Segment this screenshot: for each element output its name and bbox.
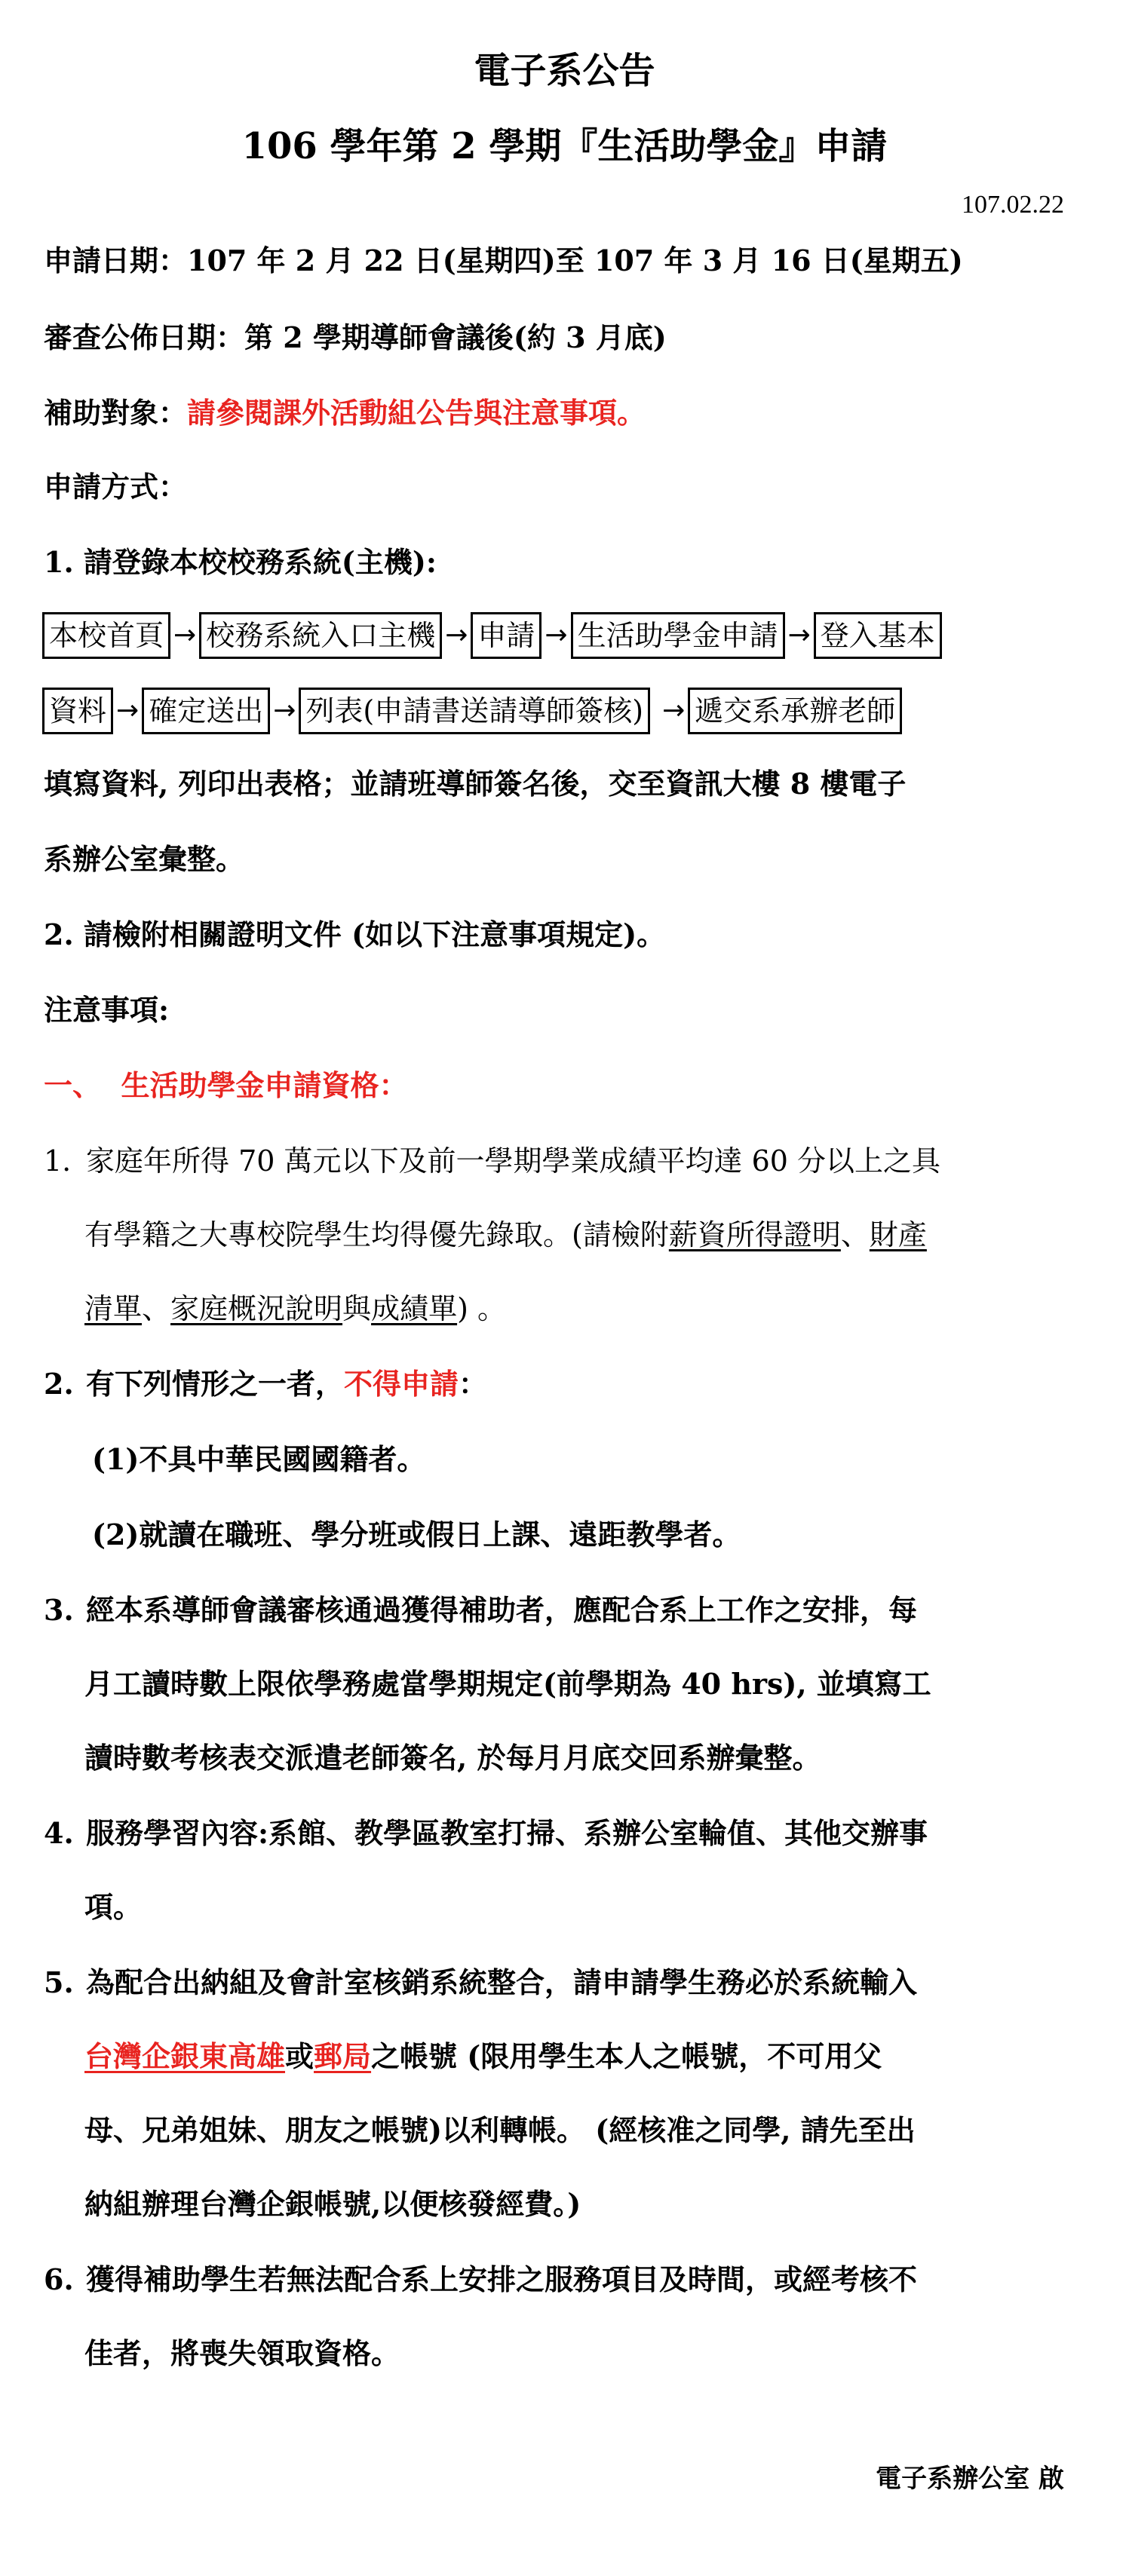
step2-text: 2. 請檢附相關證明文件 (如以下注意事項規定)。	[44, 917, 666, 951]
item3-num: 3.	[44, 1593, 74, 1627]
item1-text1: 家庭年所得 70 萬元以下及前一學期學業成績平均達 60 分以上之具	[86, 1144, 941, 1178]
item2-line1: 2. 有下列情形之一者，不得申請：	[44, 1363, 487, 1405]
flow-step-submit: 確定送出	[142, 688, 270, 734]
announcement-date: 107.02.22	[962, 191, 1064, 219]
bank-name: 台灣企銀東高雄	[84, 2039, 286, 2073]
item5-line3: 母、兄弟姐妹、朋友之帳號)以利轉帳。 (經核准之同學, 請先至出	[84, 2113, 916, 2147]
doc-property-list-b: 清單	[84, 1292, 143, 1325]
announcement-title: 106 學年第 2 學期『生活助學金』申請	[241, 125, 888, 167]
section-title: 生活助學金申請資格：	[121, 1068, 408, 1102]
item5-line4: 納組辦理台灣企銀帳號,以便核發經費。)	[84, 2187, 581, 2221]
method-label: 申請方式：	[44, 470, 188, 504]
doc-transcript: 成績單	[371, 1292, 458, 1325]
flow-step-home: 本校首頁	[42, 612, 170, 659]
item4-line2: 項。	[84, 1890, 143, 1924]
item2-sub2: (2)就讀在職班、學分班或假日上課、遠距教學者。	[92, 1518, 741, 1551]
arrow-right-icon: →	[787, 620, 811, 651]
post-office: 郵局	[314, 2039, 372, 2073]
doc-family-status: 家庭概況說明	[170, 1292, 343, 1325]
item5-line1: 5. 為配合出納組及會計室核銷系統整合，請申請學生務必於系統輸入	[44, 1962, 917, 2004]
doc-salary-proof: 薪資所得證明	[668, 1218, 841, 1251]
item2-num: 2.	[44, 1367, 74, 1401]
flow-step-portal: 校務系統入口主機	[199, 612, 442, 659]
notes-label: 注意事項:	[44, 993, 170, 1027]
section-num: 一、	[44, 1068, 102, 1102]
target-label: 補助對象：	[44, 396, 188, 430]
arrow-right-icon: →	[116, 695, 140, 726]
review-date: 審查公佈日期：第 2 學期導師會議後(約 3 月底)	[44, 320, 667, 354]
arrow-right-icon: →	[545, 620, 568, 651]
item3-line2: 月工讀時數上限依學務處當學期規定(前學期為 40 hrs), 並填寫工	[84, 1667, 931, 1701]
step1-text: 請登錄本校校務系統(主機):	[83, 545, 437, 579]
item4-line1: 4. 服務學習內容:系館、教學區教室打掃、系辦公室輪值、其他交辦事	[44, 1812, 928, 1855]
arrow-right-icon: →	[273, 695, 296, 726]
item5-line2: 台灣企銀東高雄或郵局之帳號 (限用學生本人之帳號，不可用父	[84, 2039, 882, 2073]
office-signature: 電子系辦公室 啟	[876, 2464, 1064, 2494]
item2-sub1: (1)不具中華民國國籍者。	[92, 1442, 426, 1476]
item6-line1: 6. 獲得補助學生若無法配合系上安排之服務項目及時間，或經考核不	[44, 2259, 917, 2301]
flow-row-1	[42, 612, 942, 659]
flow-step-list: 列表(申請書送請導師簽核)	[299, 688, 650, 734]
flow-step-deliver: 遞交系承辦老師	[688, 688, 902, 734]
item5-num: 5.	[44, 1965, 74, 1999]
section-heading	[44, 1064, 408, 1107]
flow-step-login-basic: 登入基本	[814, 612, 942, 659]
not-eligible: 不得申請	[344, 1367, 459, 1401]
item1-line1	[44, 1140, 940, 1182]
dept-title: 電子系公告	[474, 50, 655, 92]
item1-line2: 有學籍之大專校院學生均得優先錄取。(請檢附薪資所得證明、財產	[84, 1218, 927, 1251]
step1-line	[44, 541, 437, 584]
item4-num: 4.	[44, 1816, 74, 1850]
doc-property-list-a: 財產	[869, 1218, 927, 1251]
step1-desc-1: 填寫資料, 列印出表格；並請班導師簽名後，交至資訊大樓 8 樓電子	[44, 767, 907, 801]
step1-desc-2: 系辦公室彙整。	[44, 842, 245, 876]
arrow-right-icon: →	[662, 695, 686, 726]
apply-period: 申請日期：107 年 2 月 22 日(星期四)至 107 年 3 月 16 日(星期五)	[44, 244, 963, 277]
flow-step-data: 資料	[42, 688, 113, 734]
item3-line1: 3. 經本系導師會議審核通過獲得補助者，應配合系上工作之安排，每	[44, 1589, 917, 1631]
step1-number: 1.	[44, 545, 74, 579]
arrow-right-icon: →	[173, 620, 197, 651]
flow-row-2	[42, 688, 902, 734]
arrow-right-icon: →	[445, 620, 468, 651]
flow-step-apply: 申請	[471, 612, 541, 659]
flow-step-grant-apply: 生活助學金申請	[571, 612, 785, 659]
item1-num: 1.	[44, 1144, 72, 1178]
target-line	[44, 392, 646, 434]
item3-line3: 讀時數考核表交派遣老師簽名, 於每月月底交回系辦彙整。	[84, 1741, 821, 1775]
target-value: 請參閱課外活動組公告與注意事項。	[187, 396, 646, 430]
item6-num: 6.	[44, 2262, 74, 2296]
item6-line2: 佳者，將喪失領取資格。	[84, 2336, 400, 2370]
item1-line3: 清單、家庭概況說明與成績單) 。	[84, 1292, 506, 1325]
